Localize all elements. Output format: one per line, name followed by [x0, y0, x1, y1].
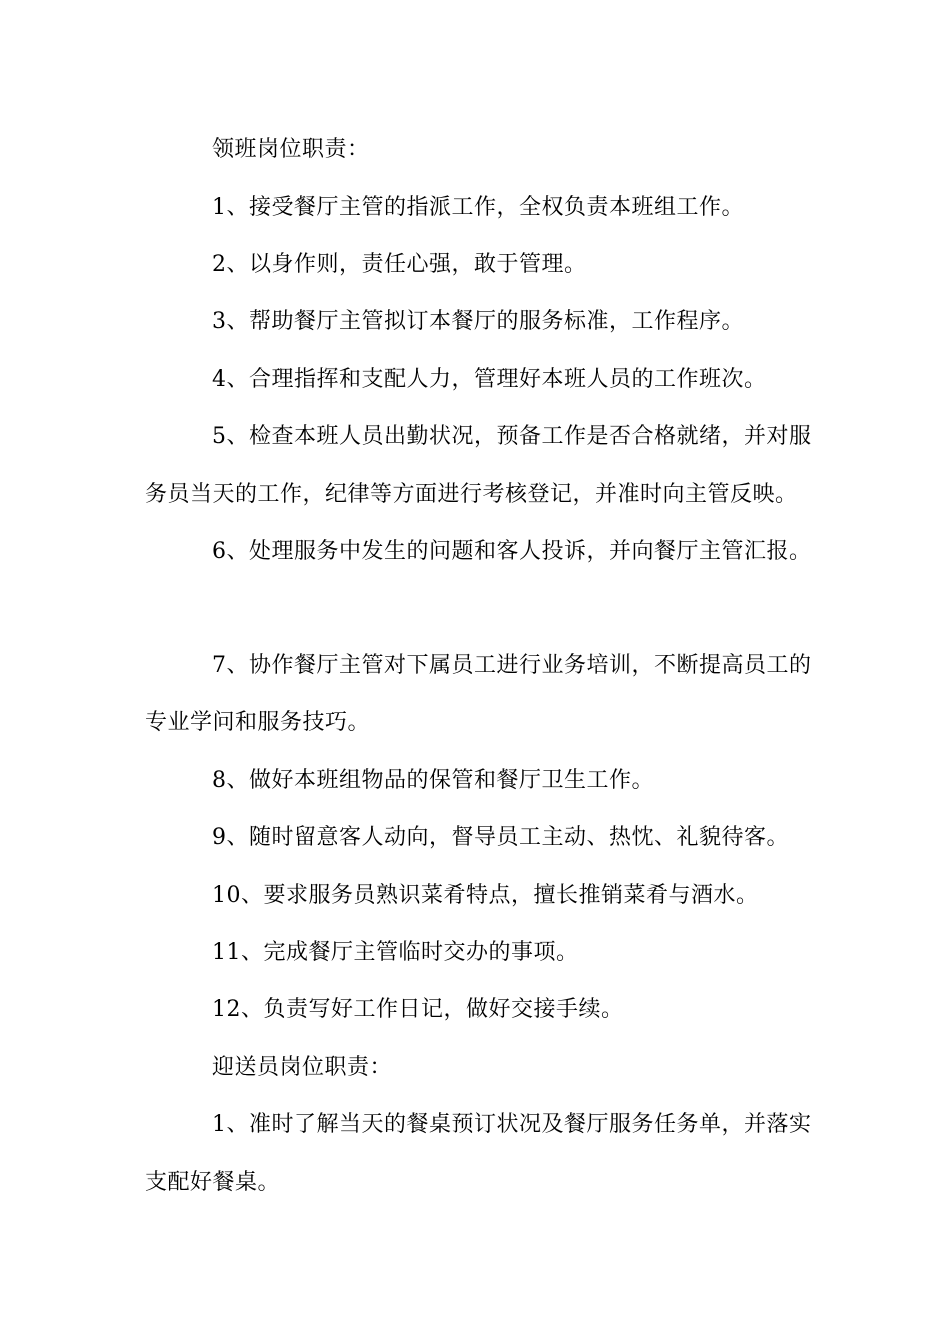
paragraph-line-continued: 支配好餐桌。 — [145, 1170, 281, 1195]
paragraph-line-continued: 务员当天的工作，纪律等方面进行考核登记，并准时向主管反映。 — [145, 482, 798, 507]
paragraph-line: 2、以身作则，责任心强，敢于管理。 — [212, 252, 587, 277]
paragraph-line: 8、做好本班组物品的保管和餐厅卫生工作。 — [212, 768, 654, 793]
paragraph-line: 6、处理服务中发生的问题和客人投诉，并向餐厅主管汇报。 — [212, 539, 812, 564]
section-heading-team-leader: 领班岗位职责： — [212, 137, 370, 162]
paragraph-line: 5、检查本班人员出勤状况，预备工作是否合格就绪，并对服 — [212, 424, 812, 449]
paragraph-line-continued: 专业学问和服务技巧。 — [145, 710, 371, 735]
paragraph-line: 7、协作餐厅主管对下属员工进行业务培训，不断提高员工的 — [212, 653, 812, 678]
paragraph-line: 12、负责写好工作日记，做好交接手续。 — [212, 997, 624, 1022]
paragraph-line: 1、准时了解当天的餐桌预订状况及餐厅服务任务单，并落实 — [212, 1112, 812, 1137]
paragraph-line: 9、随时留意客人动向，督导员工主动、热忱、礼貌待客。 — [212, 825, 789, 850]
paragraph-line: 10、要求服务员熟识菜肴特点，擅长推销菜肴与酒水。 — [212, 883, 759, 908]
paragraph-line: 4、合理指挥和支配人力，管理好本班人员的工作班次。 — [212, 367, 767, 392]
paragraph-line: 1、接受餐厅主管的指派工作，全权负责本班组工作。 — [212, 195, 744, 220]
section-heading-greeter: 迎送员岗位职责： — [212, 1055, 393, 1080]
paragraph-line: 11、完成餐厅主管临时交办的事项。 — [212, 940, 579, 965]
paragraph-line: 3、帮助餐厅主管拟订本餐厅的服务标准，工作程序。 — [212, 309, 744, 334]
